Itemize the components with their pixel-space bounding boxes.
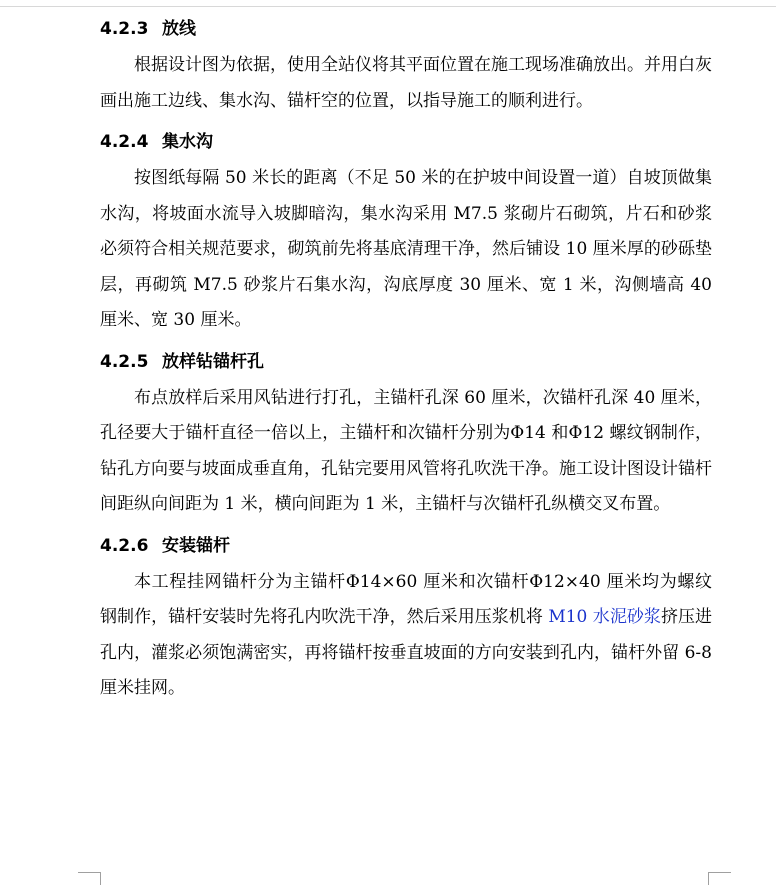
section-number: 4.2.3 [100, 19, 149, 39]
body-text-after-link: 挤压进孔内，灌浆必须饱满密实，再将锚杆按垂直坡面的方向安装到孔内，锚杆外留 6-8 厘米挂网。 [100, 607, 713, 698]
section-body-4-2-3: 根据设计图为依据，使用全站仪将其平面位置在施工现场准确放出。并用白灰画出施工边线、集水沟、锚杆空的位置，以指导施工的顺利进行。 [100, 55, 712, 111]
section-heading-4-2-4 [100, 127, 712, 157]
section-number: 4.2.4 [100, 132, 149, 152]
page-corner-mark-left [78, 872, 101, 885]
section-body-4-2-6 [100, 565, 712, 707]
section-title: 集水沟 [162, 132, 213, 152]
page-top-edge [0, 0, 776, 7]
section-heading-4-2-6 [100, 531, 712, 561]
hyperlink-m10-mortar[interactable]: M10 水泥砂浆 [548, 607, 661, 627]
document-content [100, 12, 712, 715]
section-title: 放样钻锚杆孔 [162, 351, 264, 372]
section-number: 4.2.5 [100, 351, 149, 372]
section-heading-4-2-3 [100, 14, 712, 44]
section-number: 4.2.6 [100, 535, 149, 556]
section-heading-4-2-5 [100, 347, 712, 377]
section-body-4-2-5: 布点放样后采用风钻进行打孔，主锚杆孔深 60 厘米，次锚杆孔深 40 厘米，孔径要大于锚杆直径一倍以上，主锚杆和次锚杆分别为Φ14 和Φ12 螺纹钢制作，钻孔方向要与坡面成垂直角，孔钻完要用风管将孔吹洗干净。施工设计图设计锚杆间距纵向间距为 1 米，横向间距为 1 米，主锚杆与次锚杆孔纵横交叉布置。 [100, 387, 712, 514]
section-body-4-2-4: 按图纸每隔 50 米长的距离（不足 50 米的在护坡中间设置一道）自坡顶做集水沟，将坡面水流导入坡脚暗沟，集水沟采用 M7.5 浆砌片石砌筑，片石和砂浆必须符合相关规范要求，砌筑前先将基底清理干净，然后铺设 10 厘米厚的砂砾垫层，再砌筑 M7.5 砂浆片石集水沟，沟底厚度 30 厘米、宽 1 米，沟侧墙高 40 厘米、宽 30 厘米。 [100, 168, 712, 330]
body-text-before-link: 本工程挂网锚杆分为主锚杆Φ14×60 厘米和次锚杆Φ12×40 厘米均为螺纹钢制作，锚杆安装时先将孔内吹洗干净，然后采用压浆机将 [100, 571, 712, 627]
section-title: 放线 [162, 19, 196, 39]
page-corner-mark-right [708, 872, 731, 885]
section-title: 安装锚杆 [162, 535, 230, 556]
